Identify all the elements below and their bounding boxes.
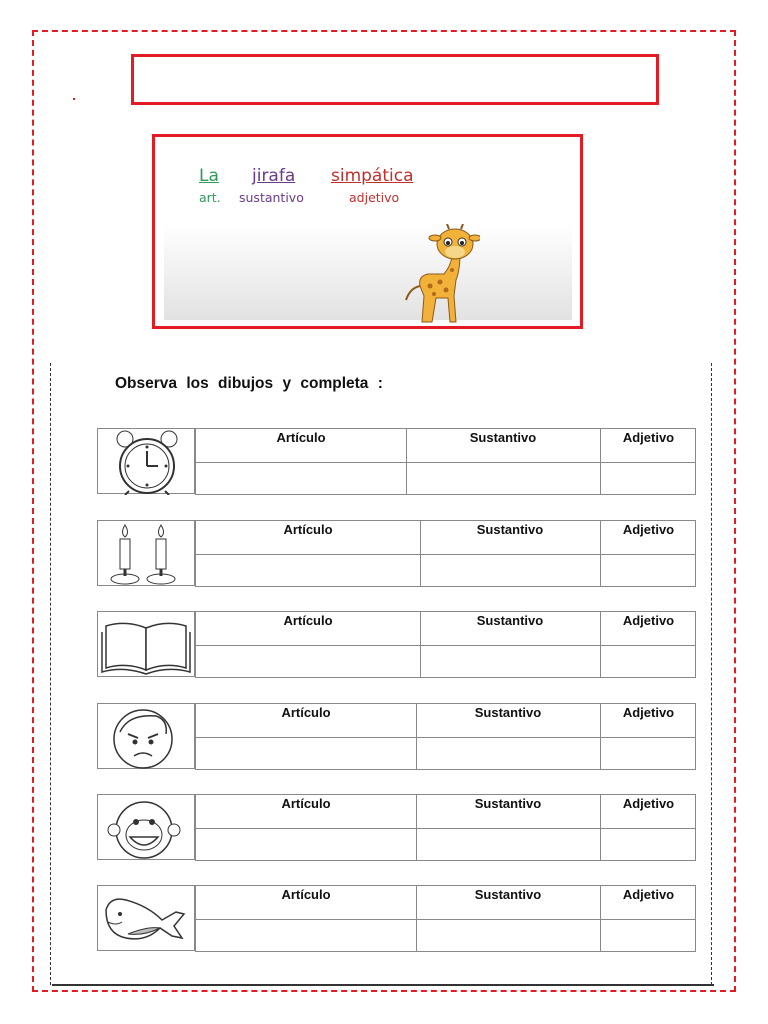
giraffe-icon (400, 224, 480, 324)
example-panel (164, 146, 572, 320)
example-noun: jirafa (252, 166, 296, 186)
sheet-bottom-edge (52, 984, 714, 986)
smiling-monkey-face-icon (98, 795, 196, 861)
header-articulo: Artículo (283, 522, 333, 537)
answer-sustantivo-cell[interactable] (417, 829, 600, 861)
exercise-row (97, 428, 696, 496)
sheet-right-edge (711, 363, 712, 985)
example-adjective: simpática (331, 166, 414, 186)
answer-articulo-cell[interactable] (196, 555, 420, 587)
header-articulo: Artículo (281, 887, 331, 902)
picture-cell (97, 794, 195, 860)
answer-table (195, 428, 696, 495)
header-sustantivo: Sustantivo (474, 705, 542, 720)
header-articulo: Artículo (281, 796, 331, 811)
answer-adjetivo-cell[interactable] (601, 646, 696, 678)
header-adjetivo: Adjetivo (622, 796, 675, 811)
header-adjetivo: Adjetivo (622, 430, 675, 445)
header-adjetivo: Adjetivo (622, 705, 675, 720)
exercise-row (97, 520, 696, 588)
answer-table (195, 794, 696, 861)
answer-articulo-cell[interactable] (196, 738, 416, 770)
answer-articulo-cell[interactable] (196, 646, 420, 678)
exercise-row (97, 885, 696, 953)
open-book-icon (98, 612, 196, 678)
example-article: La (199, 166, 219, 186)
answer-articulo-cell[interactable] (196, 829, 416, 861)
answer-sustantivo-cell[interactable] (417, 920, 600, 952)
answer-table (195, 885, 696, 952)
example-frame (152, 134, 583, 329)
candles-icon (98, 521, 196, 587)
answer-articulo-cell[interactable] (196, 463, 406, 495)
header-adjetivo: Adjetivo (622, 613, 675, 628)
picture-cell (97, 703, 195, 769)
answer-articulo-cell[interactable] (196, 920, 416, 952)
header-articulo: Artículo (276, 430, 326, 445)
alarm-clock-icon (98, 429, 196, 495)
exercise-row (97, 794, 696, 862)
header-adjetivo: Adjetivo (622, 887, 675, 902)
exercise-row (97, 703, 696, 771)
answer-sustantivo-cell[interactable] (421, 555, 600, 587)
picture-cell (97, 885, 195, 951)
angry-boy-face-icon (98, 704, 196, 770)
picture-cell (97, 611, 195, 677)
answer-table (195, 611, 696, 678)
answer-adjetivo-cell[interactable] (601, 738, 696, 770)
picture-cell (97, 520, 195, 586)
answer-sustantivo-cell[interactable] (407, 463, 600, 495)
answer-sustantivo-cell[interactable] (421, 646, 600, 678)
header-sustantivo: Sustantivo (476, 522, 544, 537)
answer-table (195, 520, 696, 587)
instruction-text: Observa los dibujos y completa : (115, 375, 383, 392)
example-adjective-label: adjetivo (349, 190, 400, 205)
stray-mark (73, 98, 75, 100)
header-adjetivo: Adjetivo (622, 522, 675, 537)
title-box[interactable] (131, 54, 659, 105)
sheet-left-edge (50, 363, 51, 985)
example-noun-label: sustantivo (239, 190, 304, 205)
whale-icon (98, 886, 196, 952)
header-sustantivo: Sustantivo (474, 796, 542, 811)
answer-adjetivo-cell[interactable] (601, 555, 696, 587)
answer-table (195, 703, 696, 770)
answer-adjetivo-cell[interactable] (601, 920, 696, 952)
answer-adjetivo-cell[interactable] (601, 463, 696, 495)
picture-cell (97, 428, 195, 494)
header-sustantivo: Sustantivo (469, 430, 537, 445)
example-article-label: art. (199, 190, 221, 205)
header-articulo: Artículo (283, 613, 333, 628)
exercise-row (97, 611, 696, 679)
answer-sustantivo-cell[interactable] (417, 738, 600, 770)
header-sustantivo: Sustantivo (476, 613, 544, 628)
header-sustantivo: Sustantivo (474, 887, 542, 902)
answer-adjetivo-cell[interactable] (601, 829, 696, 861)
header-articulo: Artículo (281, 705, 331, 720)
